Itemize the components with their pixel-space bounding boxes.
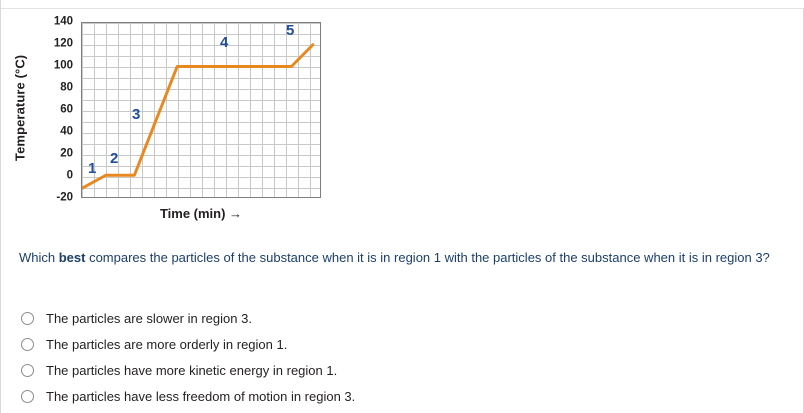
- region-label-5: 5: [286, 22, 295, 39]
- region-label-4: 4: [220, 34, 229, 51]
- region-label-1: 1: [88, 160, 97, 177]
- choice-option[interactable]: [21, 383, 781, 409]
- y-tick-label: 100: [53, 59, 73, 72]
- choice-label: The particles are more orderly in region 1.: [46, 336, 288, 352]
- y-tick-label: 80: [60, 81, 73, 94]
- radio-button-icon[interactable]: [21, 390, 34, 403]
- choice-option[interactable]: [21, 357, 781, 383]
- region-label-3: 3: [132, 106, 141, 123]
- question-text-before: Which: [19, 250, 59, 265]
- y-tick-label: 0: [66, 169, 73, 182]
- heating-curve-chart: [1, 10, 421, 225]
- y-axis-tick-labels: [31, 15, 79, 204]
- choice-label: The particles have more kinetic energy in region 1.: [46, 362, 338, 378]
- y-tick-label: 20: [60, 147, 73, 160]
- radio-button-icon[interactable]: [21, 312, 34, 325]
- radio-button-icon[interactable]: [21, 338, 34, 351]
- plot-area: [81, 22, 321, 198]
- y-tick-label: 40: [60, 125, 73, 138]
- x-axis-title: Time (min) →: [159, 206, 243, 221]
- question-text: [19, 248, 794, 268]
- y-tick-label: 60: [60, 103, 73, 116]
- y-axis-title: Temperature (°C): [12, 54, 28, 162]
- question-text-after: compares the particles of the substance when it is in region 1 with the particles of the substance when it is in region 3?: [85, 250, 770, 265]
- choice-option[interactable]: [21, 331, 781, 357]
- y-tick-label: 120: [53, 37, 73, 50]
- region-label-2: 2: [110, 150, 119, 167]
- choice-label: The particles have less freedom of motion in region 3.: [46, 388, 356, 404]
- top-bar: [1, 0, 804, 9]
- choice-option[interactable]: [21, 305, 781, 331]
- question-emphasis: best: [58, 250, 86, 265]
- answer-choices: [21, 305, 781, 409]
- y-tick-label: 140: [53, 15, 73, 28]
- choice-label: The particles are slower in region 3.: [46, 310, 252, 326]
- y-tick-label: -20: [56, 191, 73, 204]
- curve-svg: [82, 23, 320, 197]
- radio-button-icon[interactable]: [21, 364, 34, 377]
